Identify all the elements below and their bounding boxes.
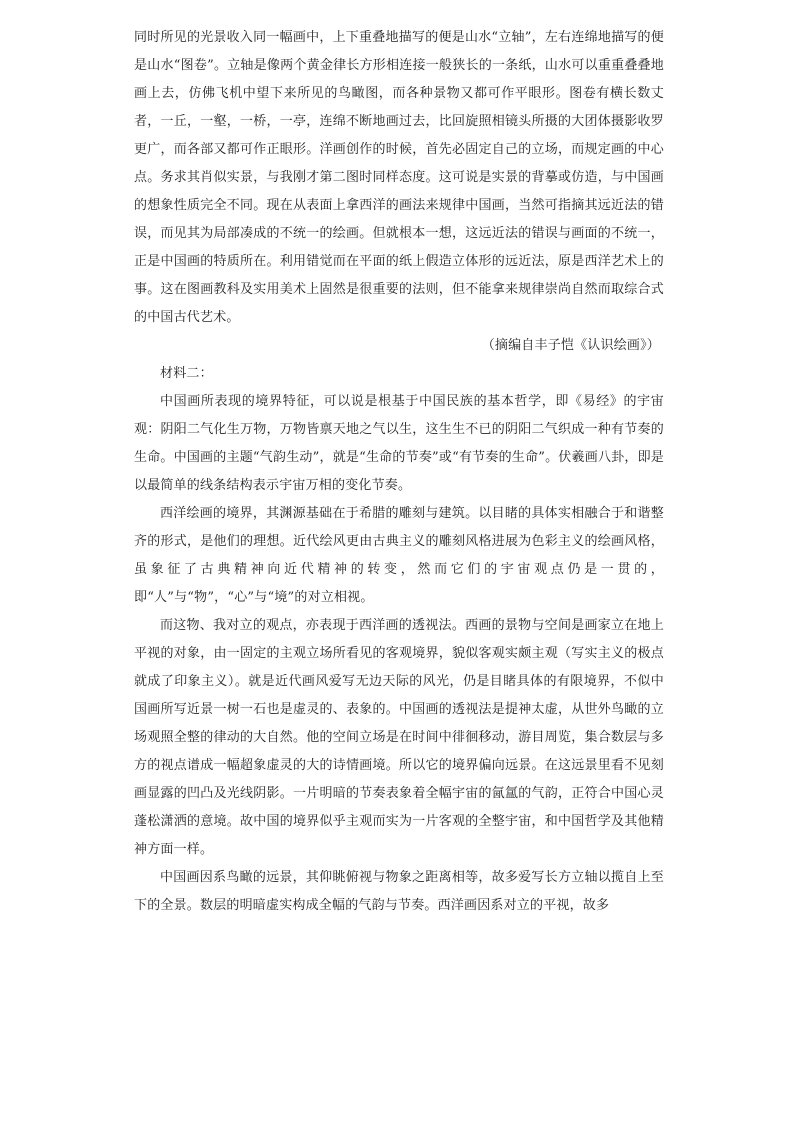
paragraph-body: 而这物、我对立的观点，亦表现于西洋画的透视法。西画的景物与空间是画家立在地上平视的对象，由一固定的主观立场所看见的客观境界，貌似客观实颇主观（写实主义的极点就成了印象主义）。就是近代画风爱写无边天际的风光，仍是目睹具体的有限境界，不似中国画所写近景一树一石也是虚灵的、表象的。中国画的透视法是提神太虚，从世外鸟瞰的立场观照全整的律动的大自然。他的空间立场是在时间中徘徊移动，游目周览，集合数层与多方的视点谱成一幅超象虚灵的大的诗情画境。所以它的境界偏向远景。在这远景里看不见刻画显露的凹凸及光线阴影。一片明暗的节奏表象着全幅宇宙的氤氲的气韵，正符合中国心灵蓬松潇洒的意境。故中国的境界似乎主观而实为一片客观的全整宇宙，和中国哲学及其他精神方面一样。: [134, 618, 664, 857]
document-page: [134, 24, 664, 920]
paragraph-body: 中国画所表现的境界特征，可以说是根基于中国民族的基本哲学，即《易经》的宇宙观：阴阳二气化生万物，万物皆禀天地之气以生，这生生不已的阴阳二气织成一种有节奏的生命。中国画的主题“气韵生动”，就是“生命的节奏”或“有节奏的生命”。伏羲画八卦，即是以最简单的线条结构表示宇宙万相的变化节奏。: [134, 394, 664, 493]
paragraph-continuation: 同时所见的光景收入同一幅画中，上下重叠地描写的便是山水“立轴”，左右连绵地描写的便是山水“图卷”。立轴是像两个黄金律长方形相连接一般狭长的一条纸，山水可以重重叠叠地画上去，仿佛飞机中望下来所见的鸟瞰图，而各种景物又都可作平眼形。图卷有横长数丈者，一丘，一壑，一桥，一亭，连绵不断地画过去，比回旋照相镜头所摄的大团体摄影收罗更广，而各部又都可作正眼形。洋画创作的时候，首先必固定自己的立场，而规定画的中心点。务求其肖似实景，与我刚才第二图时同样态度。这可说是实景的背摹或仿造，与中国画的想象性质完全不同。现在从表面上拿西洋的画法来规律中国画，当然可指摘其远近法的错误，而见其为局部凑成的不统一的绘画。但就根本一想，这远近法的错误与画面的不统一，正是中国画的特质所在。利用错觉而在平面的纸上假造立体形的远近法，原是西洋艺术上的事。这在图画教科及实用美术上固然是很重要的法则，但不能拿来规律崇尚自然而取综合式的中国古代艺术。: [134, 30, 664, 325]
paragraph-body: 西洋绘画的境界，其渊源基础在于希腊的雕刻与建筑。以目睹的具体实相融合于和谐整齐的形式，是他们的理想。近代绘风更由古典主义的雕刻风格进展为色彩主义的绘画风格，虽象征了古典精神向近代精神的转变，然而它们的宇宙观点仍是一贯的，即“人”与“物”，“心”与“境”的对立相视。: [134, 506, 664, 605]
paragraph-body: 中国画因系鸟瞰的远景，其仰眺俯视与物象之距离相等，故多爱写长方立轴以揽自上至下的全景。数层的明暗虚实构成全幅的气韵与节奏。西洋画因系对立的平视，故多: [134, 870, 664, 913]
section-heading: 材料二：: [160, 366, 213, 381]
source-citation: （摘编自丰子恺《认识绘画》）: [481, 338, 660, 353]
